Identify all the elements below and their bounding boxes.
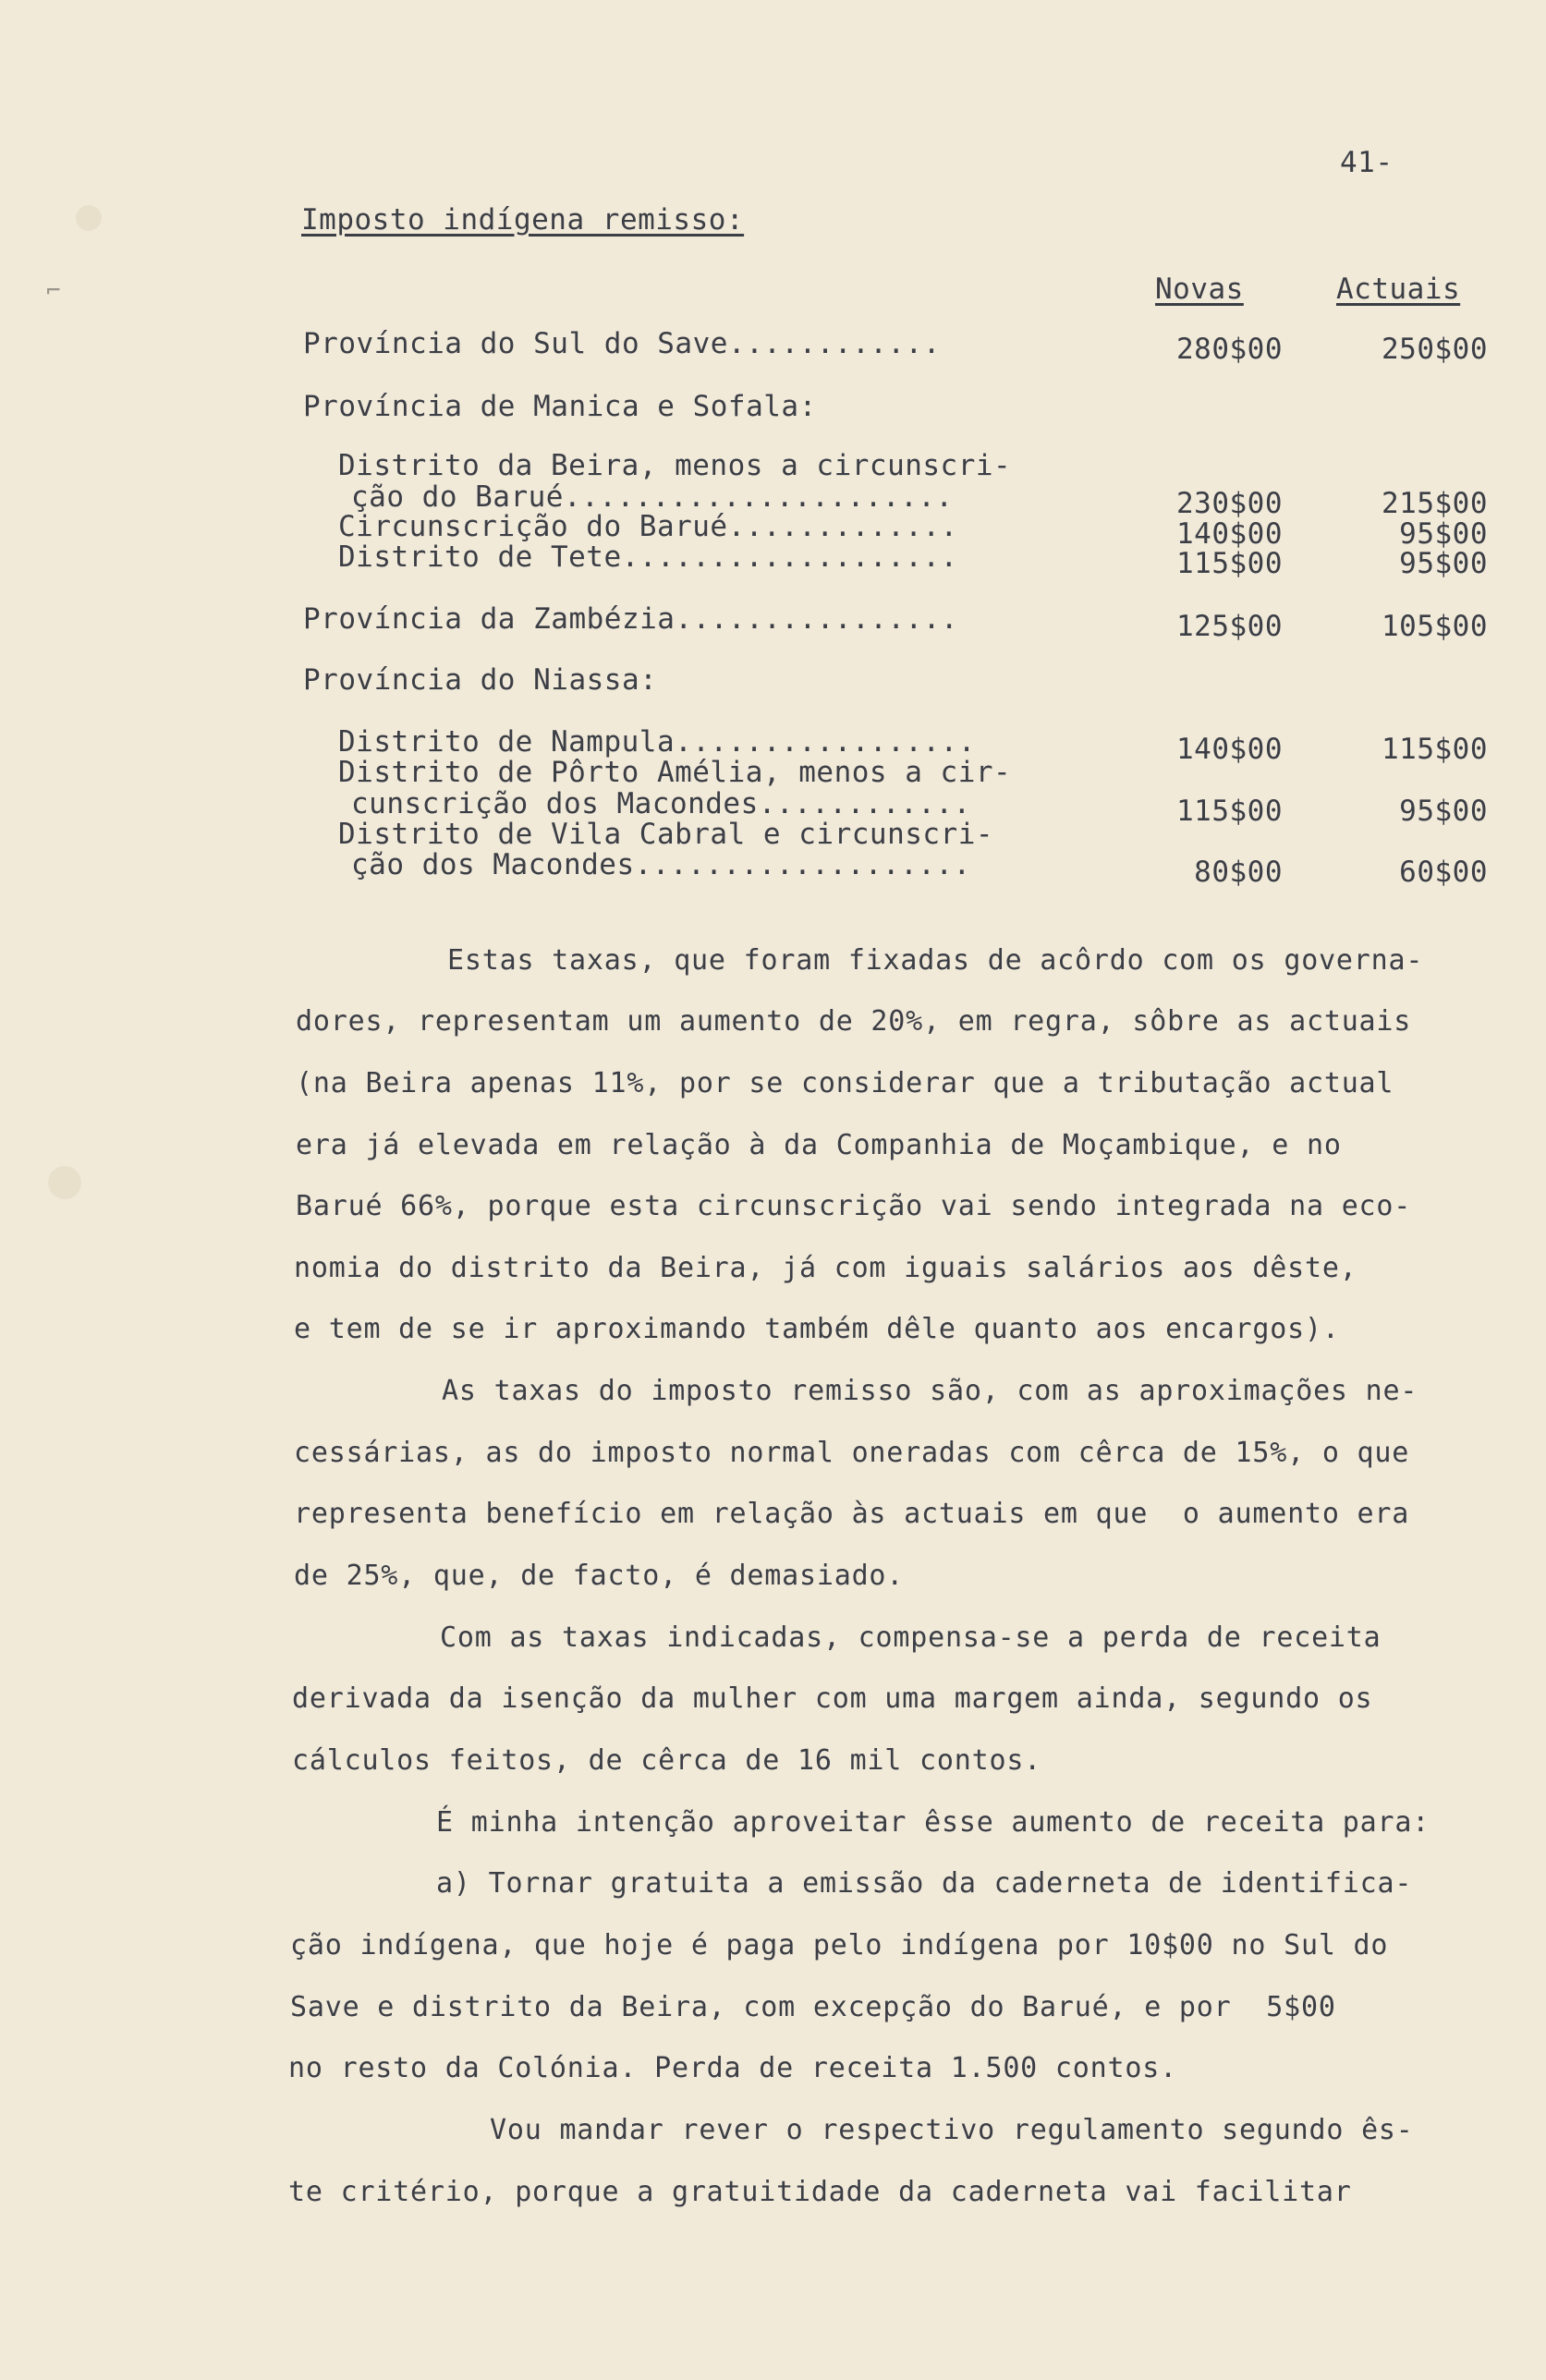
text-line: e tem de se ir aproximando também dêle quanto aos encargos). [294,1313,1340,1345]
table-row-label: Distrito de Vila Cabral e circunscri- [338,818,994,851]
text-line: dores, representam um aumento de 20%, em regra, sôbre as actuais [296,1005,1412,1038]
table-cell-novas: 140$00 [1176,517,1283,551]
column-header-actuais: Actuais [1336,273,1461,306]
text-line: nomia do distrito da Beira, já com iguais salários aos dêste, [294,1252,1357,1284]
table-cell-actuais: 250$00 [1382,333,1488,366]
table-row-label: ção do Barué...................... [351,480,954,514]
table-cell-novas: 230$00 [1176,487,1283,520]
text-line: É minha intenção aproveitar êsse aumento de receita para: [436,1806,1430,1839]
table-row-label: cunscrição dos Macondes............ [351,787,971,820]
text-line: cessárias, as do imposto normal oneradas com cêrca de 15%, o que [294,1437,1410,1469]
table-cell-actuais: 95$00 [1399,517,1488,551]
text-line: As taxas do imposto remisso são, com as aproximações ne- [442,1375,1418,1407]
table-row-label: Província do Niassa: [303,663,658,697]
text-line: Save e distrito da Beira, com excepção do Barué, e por 5$00 [290,1991,1336,2023]
table-row-label: Província de Manica e Sofala: [303,390,817,423]
text-line: Estas taxas, que foram fixadas de acôrdo com os governa- [447,944,1424,977]
table-row-label: Distrito da Beira, menos a circunscri- [338,449,1012,482]
table-cell-novas: 280$00 [1176,333,1283,366]
table-row-label: Distrito de Nampula................. [338,725,976,759]
text-line: Vou mandar rever o respectivo regulamento segundo ês- [490,2114,1414,2146]
table-cell-actuais: 115$00 [1382,733,1488,766]
text-line: te critério, porque a gratuitidade da caderneta vai facilitar [288,2176,1352,2208]
table-row-label: Província da Zambézia................ [303,602,959,636]
text-line: Com as taxas indicadas, compensa-se a perda de receita [440,1621,1382,1654]
table-cell-novas: 80$00 [1194,856,1283,889]
punch-hole [48,1166,81,1199]
text-line: cálculos feitos, de cêrca de 16 mil contos. [292,1744,1042,1777]
page-number: 41- [1340,146,1394,179]
text-line: no resto da Colónia. Perda de receita 1.500 contos. [288,2052,1177,2084]
text-line: (na Beira apenas 11%, por se considerar que a tributação actual [296,1067,1394,1099]
text-line: ção indígena, que hoje é paga pelo indígena por 10$00 no Sul do [290,1929,1389,1961]
table-row-label: Distrito de Pôrto Amélia, menos a cir- [338,756,1012,789]
table-cell-actuais: 105$00 [1382,610,1488,643]
text-line: a) Tornar gratuita a emissão da caderneta de identifica- [436,1867,1413,1900]
table-row-label: Província do Sul do Save............ [303,327,941,360]
table-cell-novas: 115$00 [1176,547,1283,580]
table-cell-actuais: 215$00 [1382,487,1488,520]
table-cell-actuais: 95$00 [1399,547,1488,580]
table-cell-actuais: 60$00 [1399,856,1488,889]
table-cell-novas: 125$00 [1176,610,1283,643]
table-row-label: ção dos Macondes................... [351,848,971,881]
text-line: de 25%, que, de facto, é demasiado. [294,1560,905,1592]
text-line: era já elevada em relação à da Companhia de Moçambique, e no [296,1129,1342,1161]
margin-mark: ⌐ [46,277,61,305]
table-cell-novas: 115$00 [1176,795,1283,828]
table-row-label: Circunscrição do Barué............. [338,510,958,543]
table-cell-actuais: 95$00 [1399,795,1488,828]
punch-hole [76,205,102,231]
table-row-label: Distrito de Tete................... [338,540,958,574]
text-line: Barué 66%, porque esta circunscrição vai sendo integrada na eco- [296,1190,1412,1222]
text-line: derivada da isenção da mulher com uma margem ainda, segundo os [292,1682,1373,1715]
text-line: representa benefício em relação às actuais em que o aumento era [294,1498,1410,1530]
table-cell-novas: 140$00 [1176,733,1283,766]
column-header-novas: Novas [1155,273,1244,306]
section-heading: Imposto indígena remisso: [301,203,745,237]
